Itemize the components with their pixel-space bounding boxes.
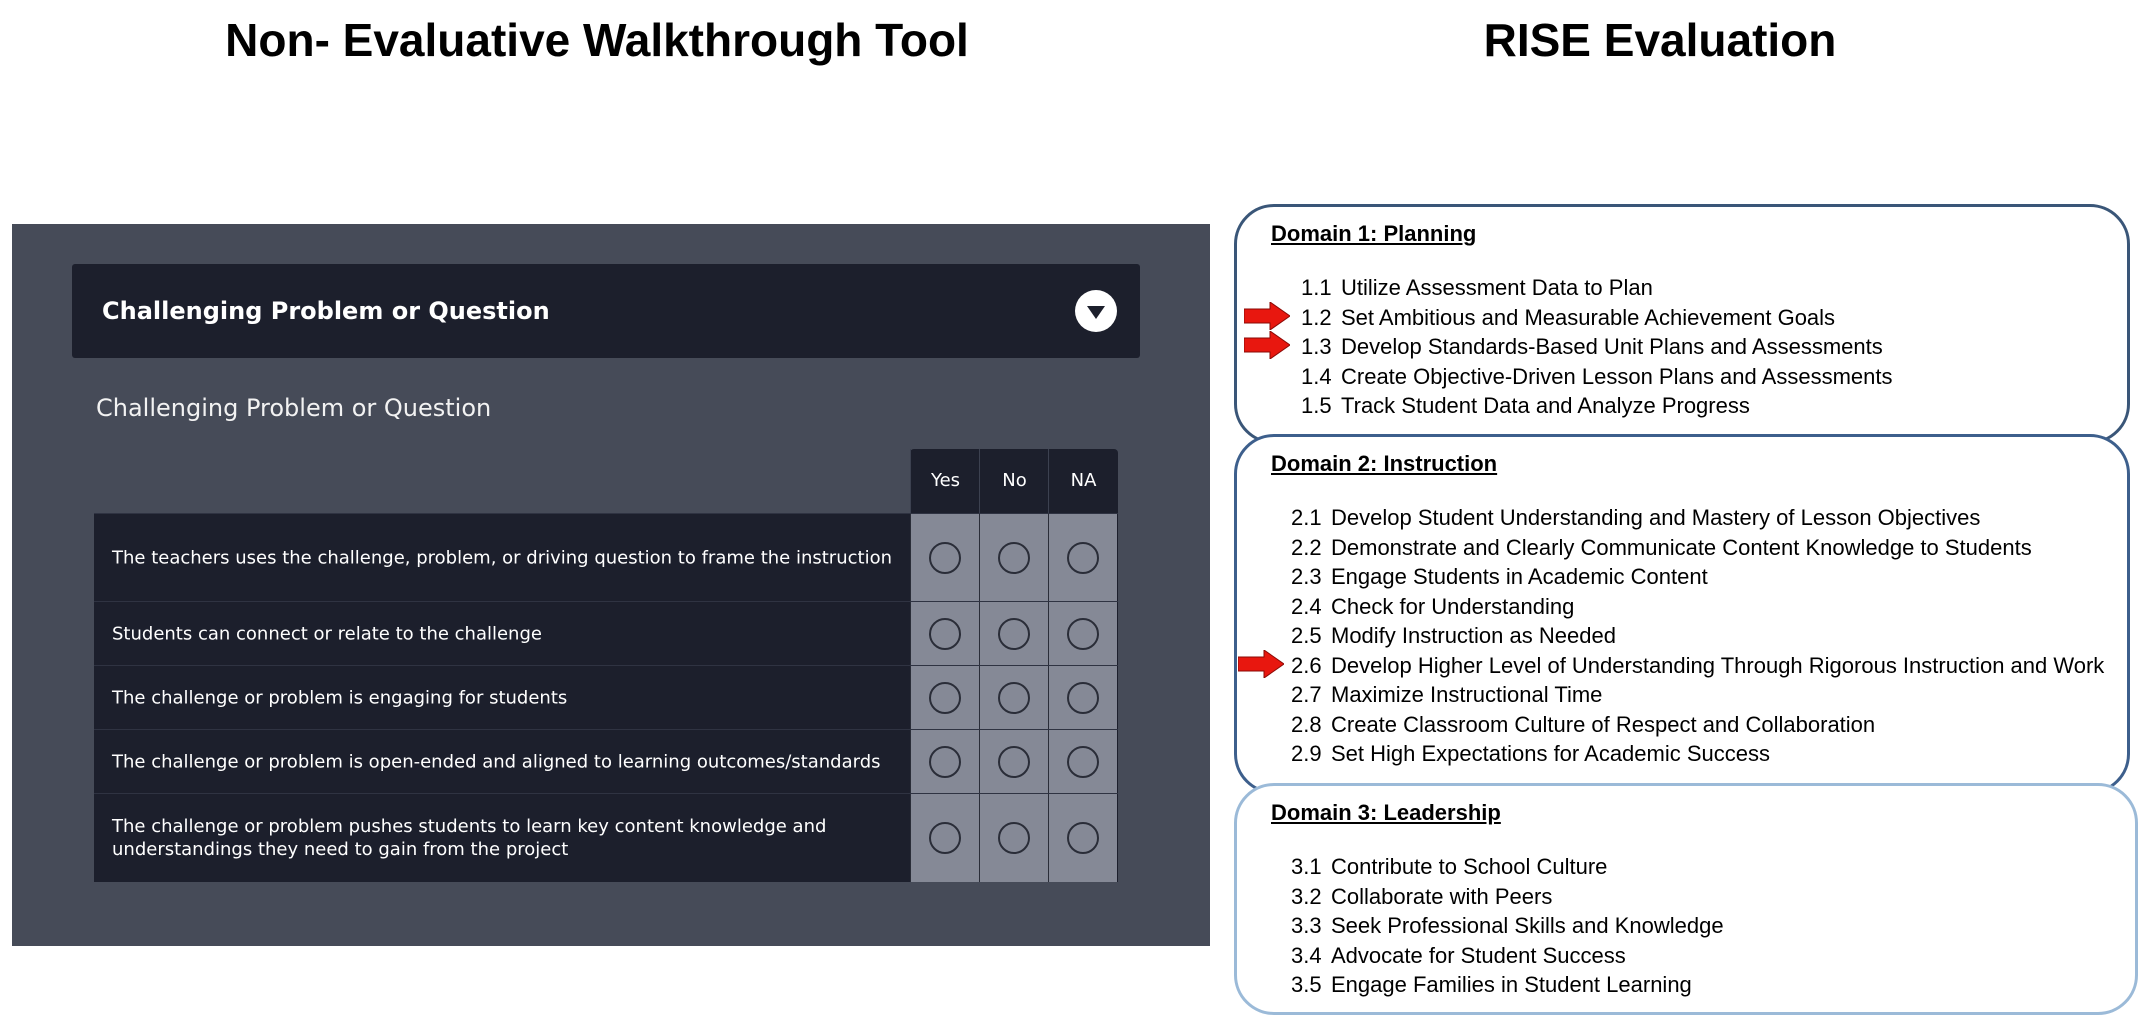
item-text: Maximize Instructional Time xyxy=(1331,682,1603,707)
rise-evaluation-title: RISE Evaluation xyxy=(1483,14,1837,66)
item-text: Set Ambitious and Measurable Achievement Goals xyxy=(1341,304,1836,330)
na-cell xyxy=(1048,666,1117,730)
list-item xyxy=(1291,680,2104,710)
na-cell xyxy=(1048,514,1117,602)
table-row xyxy=(94,601,1118,666)
list-item xyxy=(1301,303,1892,333)
yes-radio[interactable] xyxy=(929,822,961,854)
item-number: 1.3 xyxy=(1301,334,1332,359)
list-item xyxy=(1301,391,1892,421)
list-item xyxy=(1291,882,1724,912)
no-radio[interactable] xyxy=(998,618,1030,650)
yes-cell xyxy=(910,514,979,602)
item-number: 2.6 xyxy=(1291,652,1322,678)
item-text: Demonstrate and Clearly Communicate Content Knowledge to Students xyxy=(1331,534,2032,560)
list-item xyxy=(1301,273,1892,303)
domain-2-list xyxy=(1291,503,2104,769)
item-number: 3.3 xyxy=(1291,913,1322,938)
item-text: Utilize Assessment Data to Plan xyxy=(1341,275,1653,300)
list-item xyxy=(1291,941,1724,971)
section-title: Challenging Problem or Question xyxy=(96,394,492,422)
domain-1-list xyxy=(1301,273,1892,421)
item-number: 2.4 xyxy=(1291,593,1322,619)
item-text: Develop Higher Level of Understanding Through Rigorous Instruction and Work xyxy=(1331,652,2105,678)
list-item xyxy=(1291,621,2104,651)
domain-1-title: Domain 1: Planning xyxy=(1271,221,1477,246)
item-number: 1.2 xyxy=(1301,304,1332,330)
table-row xyxy=(94,513,1118,602)
yes-cell xyxy=(910,730,979,794)
item-text: Modify Instruction as Needed xyxy=(1331,623,1616,648)
list-item xyxy=(1291,710,2104,740)
list-item xyxy=(1291,739,2104,769)
item-text: Create Objective-Driven Lesson Plans and Assessments xyxy=(1341,363,1893,389)
na-radio[interactable] xyxy=(1067,822,1099,854)
no-cell xyxy=(979,666,1048,730)
item-text: Collaborate with Peers xyxy=(1331,883,1553,909)
item-text: Advocate for Student Success xyxy=(1331,942,1626,968)
row-label: The challenge or problem is engaging for students xyxy=(112,687,568,709)
item-text: Engage Students in Academic Content xyxy=(1331,564,1708,589)
list-item xyxy=(1291,651,2104,681)
list-item xyxy=(1291,970,1724,1000)
table-header xyxy=(910,449,1118,513)
na-radio[interactable] xyxy=(1067,682,1099,714)
walkthrough-panel xyxy=(12,224,1210,946)
item-text: Develop Standards-Based Unit Plans and Assessments xyxy=(1341,334,1883,359)
walkthrough-tool-title: Non- Evaluative Walkthrough Tool xyxy=(225,14,969,66)
list-item xyxy=(1301,362,1892,392)
na-cell xyxy=(1048,602,1117,666)
item-number: 2.3 xyxy=(1291,564,1322,589)
red-arrow-icon xyxy=(1244,331,1290,359)
item-number: 1.5 xyxy=(1301,393,1332,418)
table-row xyxy=(94,729,1118,794)
item-text: Engage Families in Student Learning xyxy=(1331,972,1692,997)
no-radio[interactable] xyxy=(998,542,1030,574)
table-row xyxy=(94,793,1118,882)
row-label: The challenge or problem is open-ended and aligned to learning outcomes/standards xyxy=(112,751,881,773)
list-item xyxy=(1291,911,1724,941)
item-text: Contribute to School Culture xyxy=(1331,854,1608,879)
no-radio[interactable] xyxy=(998,822,1030,854)
item-number: 1.1 xyxy=(1301,275,1332,300)
item-number: 2.5 xyxy=(1291,623,1322,648)
no-cell xyxy=(979,602,1048,666)
item-text: Track Student Data and Analyze Progress xyxy=(1341,393,1750,418)
item-text: Check for Understanding xyxy=(1331,593,1575,619)
yes-radio[interactable] xyxy=(929,682,961,714)
column-header-na: NA xyxy=(1048,449,1118,513)
yes-radio[interactable] xyxy=(929,618,961,650)
yes-radio[interactable] xyxy=(929,542,961,574)
yes-cell xyxy=(910,666,979,730)
item-text: Create Classroom Culture of Respect and Collaboration xyxy=(1331,711,1876,737)
red-arrow-icon xyxy=(1244,302,1290,330)
item-number: 3.2 xyxy=(1291,883,1322,909)
na-radio[interactable] xyxy=(1067,618,1099,650)
chevron-down-icon[interactable] xyxy=(1075,290,1117,332)
list-item xyxy=(1291,852,1724,882)
yes-cell xyxy=(910,602,979,666)
item-number: 2.1 xyxy=(1291,505,1322,530)
domain-3-title: Domain 3: Leadership xyxy=(1271,800,1501,825)
domain-3-box xyxy=(1234,783,2138,1015)
list-item xyxy=(1301,332,1892,362)
list-item xyxy=(1291,503,2104,533)
no-cell xyxy=(979,730,1048,794)
accordion-header[interactable] xyxy=(72,264,1140,358)
domain-3-list xyxy=(1291,852,1724,1000)
yes-radio[interactable] xyxy=(929,746,961,778)
item-text: Set High Expectations for Academic Success xyxy=(1331,741,1770,766)
item-number: 2.8 xyxy=(1291,711,1322,737)
na-cell xyxy=(1048,730,1117,794)
item-number: 3.5 xyxy=(1291,972,1322,997)
no-cell xyxy=(979,794,1048,882)
item-number: 3.4 xyxy=(1291,942,1322,968)
no-radio[interactable] xyxy=(998,682,1030,714)
item-number: 2.9 xyxy=(1291,741,1322,766)
row-label: The challenge or problem pushes students to learn key content knowledge and understandings they need to gain from the project xyxy=(112,816,827,860)
item-number: 1.4 xyxy=(1301,363,1332,389)
row-label: The teachers uses the challenge, problem, or driving question to frame the instruction xyxy=(112,547,892,569)
column-header-no: No xyxy=(979,449,1049,513)
row-label: Students can connect or relate to the challenge xyxy=(112,623,542,645)
list-item xyxy=(1291,533,2104,563)
na-radio[interactable] xyxy=(1067,542,1099,574)
item-text: Seek Professional Skills and Knowledge xyxy=(1331,913,1724,938)
red-arrow-icon xyxy=(1238,650,1284,678)
list-item xyxy=(1291,592,2104,622)
domain-1-box xyxy=(1234,204,2130,444)
item-number: 2.7 xyxy=(1291,682,1322,707)
accordion-title: Challenging Problem or Question xyxy=(102,297,550,325)
item-text: Develop Student Understanding and Mastery of Lesson Objectives xyxy=(1331,505,1981,530)
item-number: 2.2 xyxy=(1291,534,1322,560)
table-row xyxy=(94,665,1118,730)
no-cell xyxy=(979,514,1048,602)
column-header-yes: Yes xyxy=(910,449,980,513)
na-cell xyxy=(1048,794,1117,882)
list-item xyxy=(1291,562,2104,592)
domain-2-box xyxy=(1234,434,2130,794)
yes-cell xyxy=(910,794,979,882)
na-radio[interactable] xyxy=(1067,746,1099,778)
domain-2-title: Domain 2: Instruction xyxy=(1271,451,1498,476)
no-radio[interactable] xyxy=(998,746,1030,778)
item-number: 3.1 xyxy=(1291,854,1322,879)
